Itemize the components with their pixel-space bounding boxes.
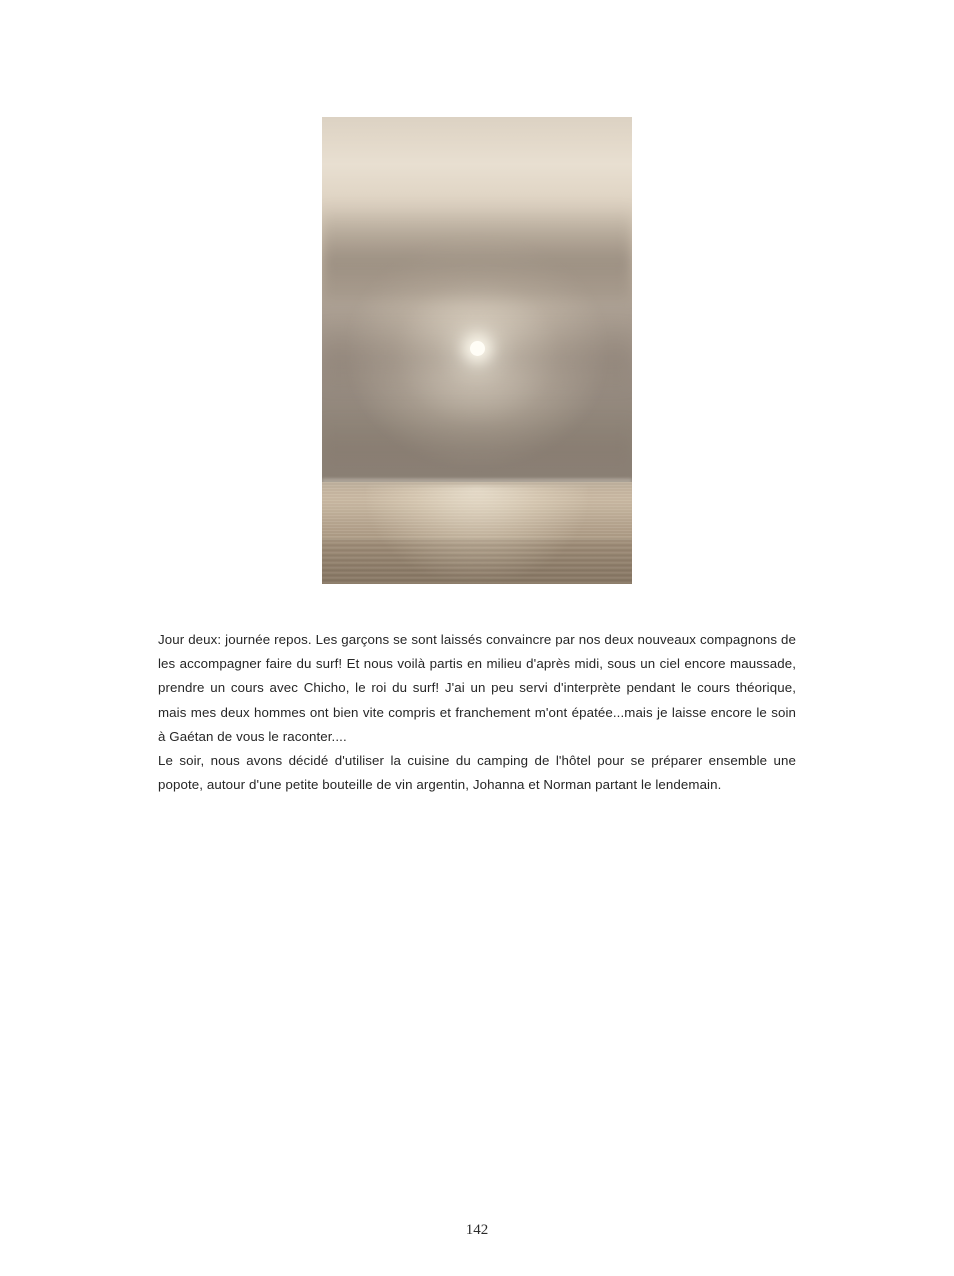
paragraph-1: Jour deux: journée repos. Les garçons se sont laissés convaincre par nos deux nouveaux compagnons de les accompagner faire du surf! Et nous voilà partis en milieu d'après midi, sous un ciel encore maussade, prendre un cours avec Chicho, le roi du surf! J'ai un peu servi d'interprète pendant le cours théorique, mais mes deux hommes ont bien vite compris et franchement m'ont épatée...mais je laisse encore le soin à Gaétan de vous le raconter.... <box>158 632 796 744</box>
photo-sun-disc <box>470 341 485 356</box>
body-text-block <box>158 628 796 797</box>
page-number: 142 <box>465 1222 489 1238</box>
photo-wave-texture <box>322 537 632 584</box>
photo-cloud-band-upper <box>322 205 632 300</box>
photo-cloud-band-lower <box>322 417 632 477</box>
paragraph-2: Le soir, nous avons décidé d'utiliser la cuisine du camping de l'hôtel pour se préparer ensemble une popote, autour d'une petite bouteille de vin argentin, Johanna et Norman partant le lendemain. <box>158 753 796 793</box>
photo-canvas <box>322 117 632 584</box>
photo-cloud-band-middle <box>322 322 632 392</box>
sunset-over-sea-photo <box>322 117 632 584</box>
